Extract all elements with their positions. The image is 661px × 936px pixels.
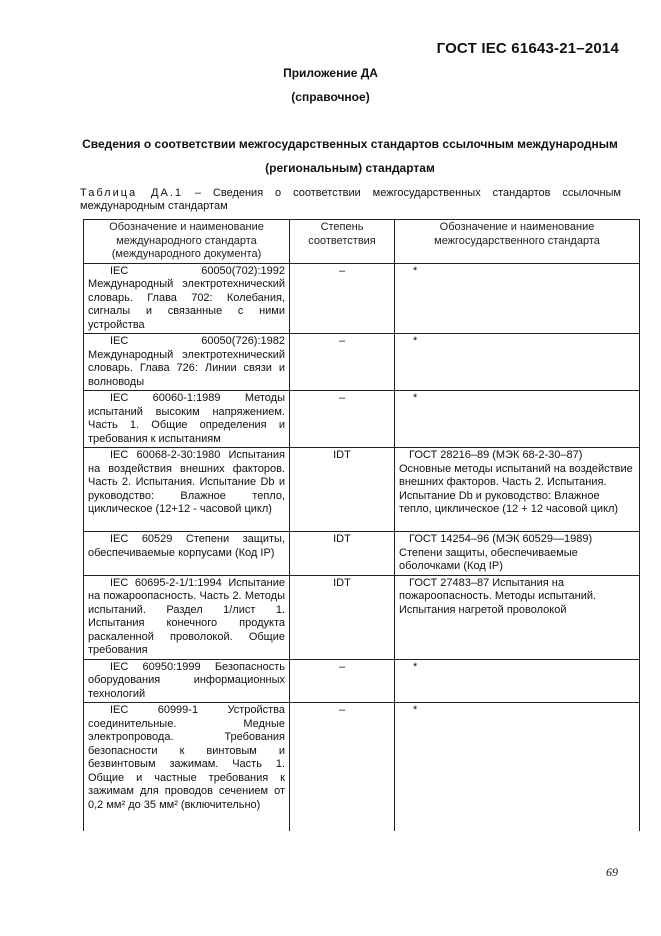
table-row <box>84 334 640 391</box>
cell-degree: – <box>290 391 395 448</box>
national-text: ГОСТ 28216–89 (МЭК 68-2-30–87) Основные методы испытаний на воздействие внешних факторов. Часть 2. Испытания. Испытание Db и руководство: Влажное тепло, циклическое (12 + 12 часовой цикл) <box>399 449 633 515</box>
correspondence-table <box>83 219 640 831</box>
national-text: * <box>413 335 418 347</box>
cell-national <box>395 263 640 334</box>
national-text: * <box>413 264 418 277</box>
table-caption-text: – Сведения о соответствии межгосударственных стандартов ссылочным международным стандартам <box>80 187 621 212</box>
intl-text: IEC 60050(726):1982 Международный электротехнический словарь. Глава 726: Линии связи и волноводы <box>88 335 285 388</box>
cell-national <box>395 334 640 391</box>
cell-national <box>395 575 640 659</box>
table-row <box>84 448 640 532</box>
table-row <box>84 659 640 703</box>
national-text: * <box>413 660 418 673</box>
table-caption <box>80 187 621 213</box>
intl-text: IEC 60950:1999 Безопасность оборудования информационных технологий <box>88 660 285 700</box>
column-header-intl: Обозначение и наименование международного стандарта (международного документа) <box>84 220 290 264</box>
cell-intl <box>84 659 290 703</box>
cell-degree: – <box>290 659 395 703</box>
cell-intl <box>84 703 290 831</box>
table-row <box>84 391 640 448</box>
cell-degree: – <box>290 334 395 391</box>
standard-code: ГОСТ IEC 61643-21–2014 <box>436 40 619 57</box>
column-header-degree: Степень соответствия <box>290 220 395 264</box>
intl-text: IEC 60695-2-1/1:1994 Испытание на пожароопасность. Часть 2. Методы испытаний. Раздел 1/лист 1. Испытания конечного продукта раскаленной проволокой. Общие требования <box>88 576 285 656</box>
table-header-row <box>84 220 640 264</box>
intl-text: IEC 60529 Степени защиты, обеспечиваемые корпусами (Код IP) <box>88 533 285 559</box>
cell-intl <box>84 448 290 532</box>
cell-degree: IDT <box>290 448 395 532</box>
cell-intl <box>84 334 290 391</box>
cell-national <box>395 391 640 448</box>
intl-text: IEC 60050(702):1992 Международный электротехнический словарь. Глава 702: Колебания, сигналы и связанные с ними устройства <box>88 264 285 331</box>
table-row <box>84 532 640 576</box>
appendix-subtitle: (справочное) <box>291 90 370 104</box>
intl-text: IEC 60068-2-30:1980 Испытания на воздействия внешних факторов. Часть 2. Испытания. Испытание Db и руководство: Влажное тепло, циклическое (12+12 - часовой цикл) <box>88 449 285 515</box>
cell-intl <box>84 575 290 659</box>
page-number: 69 <box>606 865 618 879</box>
cell-degree: – <box>290 263 395 334</box>
table-row <box>84 703 640 831</box>
intl-text: IEC 60060-1:1989 Методы испытаний высоким напряжением. Часть 1. Общие определения и требования к испытаниям <box>88 392 285 445</box>
table-row <box>84 575 640 659</box>
cell-intl <box>84 263 290 334</box>
cell-national <box>395 703 640 831</box>
national-text: ГОСТ 14254–96 (МЭК 60529—1989) Степени защиты, обеспечиваемые оболочками (Код IP) <box>399 533 593 572</box>
cell-intl <box>84 391 290 448</box>
cell-national <box>395 659 640 703</box>
table-caption-label: Таблица ДА.1 <box>80 187 183 199</box>
cell-national <box>395 448 640 532</box>
national-text: * <box>413 704 418 716</box>
cell-national <box>395 532 640 576</box>
national-text: ГОСТ 27483–87 Испытания на пожароопасность. Методы испытаний. Испытания нагретой проволокой <box>399 576 597 616</box>
cell-degree: IDT <box>290 575 395 659</box>
table-row <box>84 263 640 334</box>
cell-degree: IDT <box>290 532 395 576</box>
cell-intl <box>84 532 290 576</box>
intl-text: IEC 60999-1 Устройства соединительные. Медные электропровода. Требования безопасности к винтовым и безвинтовым зажимам. Часть 1. Общие и частные требования к зажимам для проводов сечением от 0,2 мм² до 35 мм² (включительно) <box>88 704 285 811</box>
cell-degree: – <box>290 703 395 831</box>
national-text: * <box>413 392 418 404</box>
section-heading: Сведения о соответствии межгосударственных стандартов ссылочным международным (региональным) стандартам <box>82 137 618 175</box>
column-header-national: Обозначение и наименование межгосударственного стандарта <box>395 220 640 264</box>
appendix-title: Приложение ДА <box>283 66 378 80</box>
